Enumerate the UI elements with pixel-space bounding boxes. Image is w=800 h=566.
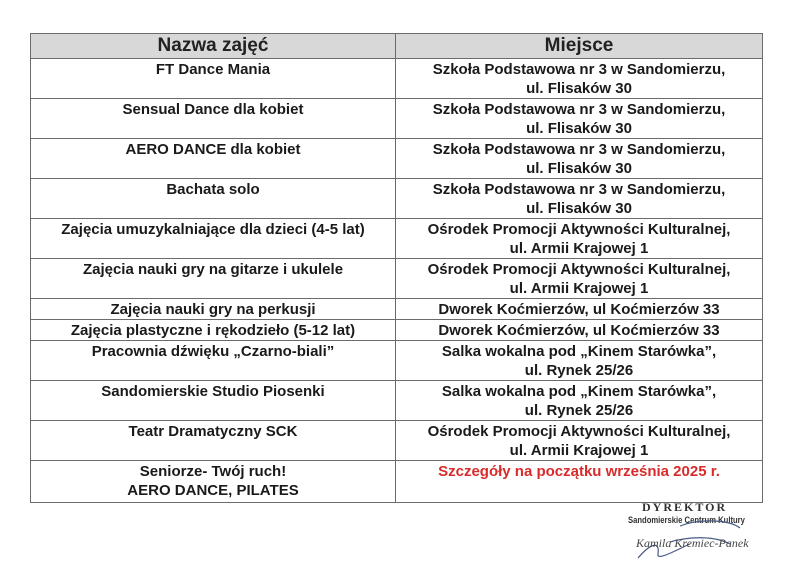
- location-cell-line: Szczegóły na początku września 2025 r.: [438, 463, 720, 480]
- signature-name: Kamila Kremiec-Panek: [636, 536, 749, 550]
- location-cell-line: ul. Rynek 25/26: [524, 402, 634, 419]
- location-cell: [396, 179, 763, 219]
- class-name-cell-line: Zajęcia umuzykalniające dla dzieci (4-5 lat): [61, 221, 365, 238]
- class-name-cell-line: FT Dance Mania: [155, 61, 271, 78]
- location-cell: [396, 461, 763, 503]
- class-name-cell: [31, 299, 396, 320]
- class-name-cell: [31, 139, 396, 179]
- table-row: [31, 259, 763, 299]
- signature-institution: Sandomierskie Centrum Kultury: [628, 515, 745, 525]
- table-row: [31, 421, 763, 461]
- location-cell: [396, 139, 763, 179]
- location-cell-line: Ośrodek Promocji Aktywności Kulturalnej,: [427, 261, 731, 278]
- table-row: [31, 461, 763, 503]
- location-cell-line: Dworek Koćmierzów, ul Koćmierzów 33: [438, 301, 720, 318]
- location-cell: [396, 320, 763, 341]
- class-name-cell-line: Zajęcia plastyczne i rękodzieło (5-12 lat): [70, 322, 356, 339]
- class-name-cell-line: Teatr Dramatyczny SCK: [128, 423, 298, 440]
- signature-block: [600, 500, 770, 566]
- location-cell-line: ul. Flisaków 30: [526, 120, 632, 137]
- location-cell-line: Szkoła Podstawowa nr 3 w Sandomierzu,: [432, 61, 726, 78]
- class-name-cell: [31, 461, 396, 503]
- class-name-cell-line: Bachata solo: [166, 181, 260, 198]
- location-cell: [396, 299, 763, 320]
- location-cell-line: Salka wokalna pod „Kinem Starówka”,: [441, 383, 717, 400]
- signature-title: DYREKTOR: [642, 500, 728, 514]
- class-name-cell: [31, 59, 396, 99]
- class-name-cell: [31, 179, 396, 219]
- header-class-name: Nazwa zajęć: [31, 34, 396, 59]
- class-name-cell-line: AERO DANCE, PILATES: [127, 482, 299, 499]
- table-row: [31, 59, 763, 99]
- table-row: [31, 299, 763, 320]
- location-cell: [396, 381, 763, 421]
- table-header-row: [31, 34, 763, 59]
- location-cell-line: Szkoła Podstawowa nr 3 w Sandomierzu,: [432, 141, 726, 158]
- class-name-cell: [31, 341, 396, 381]
- location-cell-line: Salka wokalna pod „Kinem Starówka”,: [441, 343, 717, 360]
- table-body: [31, 59, 763, 503]
- class-name-cell: [31, 320, 396, 341]
- table-row: [31, 381, 763, 421]
- table-row: [31, 219, 763, 259]
- location-cell-line: ul. Flisaków 30: [526, 160, 632, 177]
- class-name-cell: [31, 381, 396, 421]
- class-name-cell: [31, 99, 396, 139]
- location-cell-line: Ośrodek Promocji Aktywności Kulturalnej,: [427, 221, 731, 238]
- table-row: [31, 139, 763, 179]
- location-cell-line: ul. Armii Krajowej 1: [509, 442, 649, 459]
- location-cell: [396, 259, 763, 299]
- location-cell-line: Ośrodek Promocji Aktywności Kulturalnej,: [427, 423, 731, 440]
- class-name-cell-line: Seniorze- Twój ruch!: [139, 463, 287, 480]
- table-row: [31, 341, 763, 381]
- schedule-table: [30, 33, 763, 503]
- location-cell-line: ul. Armii Krajowej 1: [509, 240, 649, 257]
- table-row: [31, 179, 763, 219]
- class-name-cell-line: Zajęcia nauki gry na perkusji: [110, 301, 316, 318]
- location-cell-line: Szkoła Podstawowa nr 3 w Sandomierzu,: [432, 101, 726, 118]
- class-name-cell: [31, 259, 396, 299]
- class-name-cell-line: AERO DANCE dla kobiet: [125, 141, 301, 158]
- class-name-cell: [31, 421, 396, 461]
- location-cell-line: ul. Armii Krajowej 1: [509, 280, 649, 297]
- class-name-cell-line: Pracownia dźwięku „Czarno-biali”: [91, 343, 335, 360]
- location-cell-line: ul. Rynek 25/26: [524, 362, 634, 379]
- location-cell: [396, 59, 763, 99]
- class-name-cell-line: Zajęcia nauki gry na gitarze i ukulele: [82, 261, 344, 278]
- class-name-cell: [31, 219, 396, 259]
- location-cell: [396, 341, 763, 381]
- location-cell-line: ul. Flisaków 30: [526, 200, 632, 217]
- location-cell: [396, 99, 763, 139]
- location-cell-line: ul. Flisaków 30: [526, 80, 632, 97]
- table-row: [31, 99, 763, 139]
- class-name-cell-line: Sensual Dance dla kobiet: [122, 101, 304, 118]
- location-cell-line: Szkoła Podstawowa nr 3 w Sandomierzu,: [432, 181, 726, 198]
- location-cell: [396, 421, 763, 461]
- table-row: [31, 320, 763, 341]
- class-name-cell-line: Sandomierskie Studio Piosenki: [101, 383, 325, 400]
- header-location: Miejsce: [396, 34, 763, 59]
- location-cell: [396, 219, 763, 259]
- location-cell-line: Dworek Koćmierzów, ul Koćmierzów 33: [438, 322, 720, 339]
